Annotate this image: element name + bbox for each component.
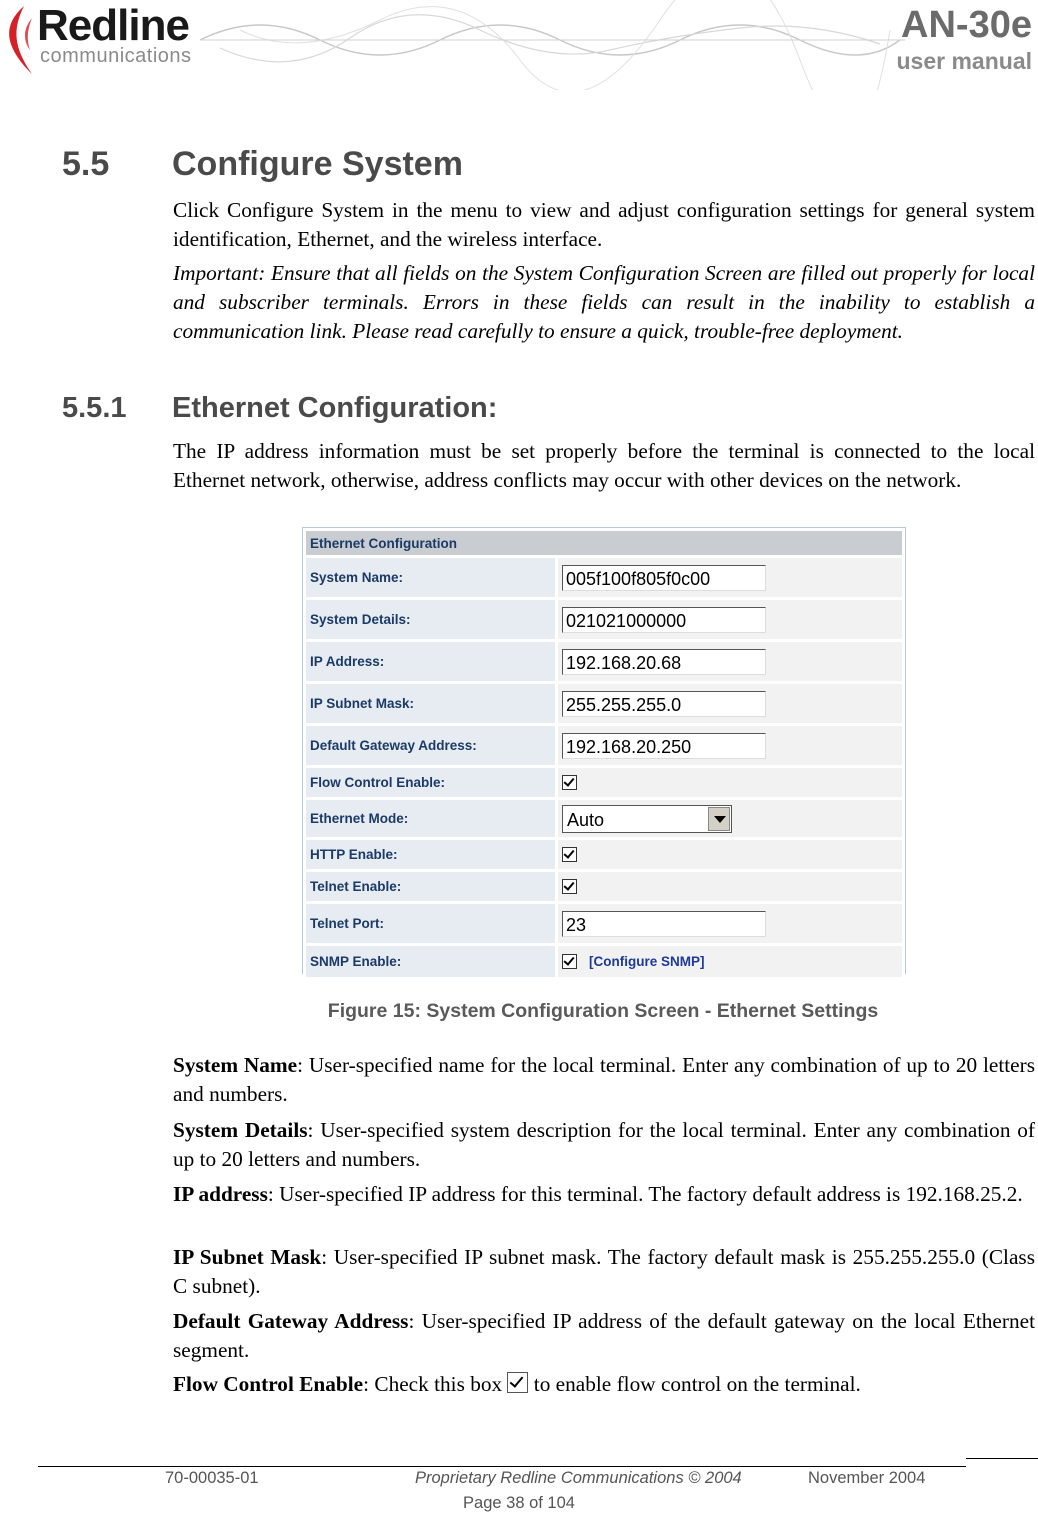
- configure-snmp-link[interactable]: [Configure SNMP]: [589, 954, 705, 970]
- footer-divider-right: [966, 1458, 1038, 1459]
- ethernet-mode-select[interactable]: [562, 805, 732, 833]
- snmp-enable-label: SNMP Enable:: [305, 945, 557, 979]
- ethernet-mode-value: Auto: [567, 809, 605, 830]
- footer-page-number: Page 38 of 104: [463, 1494, 575, 1512]
- def-ip-address: [173, 1180, 1035, 1209]
- def-term: IP Subnet Mask: [173, 1245, 322, 1269]
- gateway-input[interactable]: 192.168.20.250: [562, 733, 766, 759]
- important-note: Important: Ensure that all fields on the System Configuration Screen are filled out properly for local and subscriber terminals. Errors in these fields can result in the inability to establish a communication link. Please read carefully to ensure a quick, trouble-free deployment.: [173, 261, 1035, 343]
- ip-address-label: IP Address:: [305, 641, 557, 683]
- def-flow-control: [173, 1370, 1035, 1399]
- subnet-mask-input[interactable]: 255.255.255.0: [562, 691, 766, 717]
- footer-divider: [38, 1466, 966, 1467]
- subsection-intro: The IP address information must be set properly before the terminal is connected to the local Ethernet network, otherwise, address conflicts may occur with other devices on the network.: [173, 439, 1035, 492]
- def-gateway: [173, 1307, 1035, 1365]
- flow-control-label: Flow Control Enable:: [305, 767, 557, 799]
- footer-copyright: Proprietary Redline Communications © 2004: [415, 1469, 742, 1487]
- system-name-label: System Name:: [305, 557, 557, 599]
- def-text: : User-specified system description for the local terminal. Enter any combination of up to 20 letters and numbers.: [173, 1118, 1035, 1171]
- telnet-enable-checkbox[interactable]: [562, 879, 577, 894]
- def-text: : User-specified name for the local terminal. Enter any combination of up to 20 letters and numbers.: [173, 1053, 1035, 1106]
- system-details-label: System Details:: [305, 599, 557, 641]
- def-term: Default Gateway Address: [173, 1309, 409, 1333]
- section-intro: Click Configure System in the menu to view and adjust configuration settings for general system identification, Ethernet, and the wireless interface.: [173, 198, 1035, 251]
- checkbox-icon: [507, 1372, 528, 1393]
- http-enable-label: HTTP Enable:: [305, 839, 557, 871]
- logo-subtext: communications: [40, 45, 192, 67]
- logo-text: Redline: [37, 1, 189, 50]
- footer-doc-number: 70-00035-01: [165, 1469, 259, 1487]
- ethernet-config-table: [303, 528, 905, 980]
- system-details-input[interactable]: 021021000000: [562, 607, 766, 633]
- def-system-name: [173, 1051, 1035, 1109]
- def-text: : User-specified IP address of the default gateway on the local Ethernet segment.: [173, 1309, 1035, 1362]
- snmp-enable-checkbox[interactable]: [562, 954, 577, 969]
- subnet-mask-label: IP Subnet Mask:: [305, 683, 557, 725]
- subsection-number: 5.5.1: [62, 392, 127, 424]
- def-text: to enable flow control on the terminal.: [533, 1372, 861, 1396]
- ethernet-config-screenshot: [302, 527, 906, 974]
- def-text: : User-specified IP address for this terminal. The factory default address is 192.168.25.2.: [267, 1182, 1023, 1206]
- system-name-input[interactable]: 005f100f805f0c00: [562, 565, 766, 591]
- subsection-title: Ethernet Configuration:: [172, 392, 498, 424]
- flow-control-checkbox[interactable]: [562, 775, 577, 790]
- http-enable-checkbox[interactable]: [562, 847, 577, 862]
- subsection-heading: [62, 392, 497, 425]
- telnet-enable-label: Telnet Enable:: [305, 871, 557, 903]
- def-subnet-mask: [173, 1243, 1035, 1301]
- ip-address-input[interactable]: 192.168.20.68: [562, 649, 766, 675]
- telnet-port-label: Telnet Port:: [305, 903, 557, 945]
- def-term: Flow Control Enable: [173, 1372, 364, 1396]
- section-heading: [62, 145, 463, 184]
- def-system-details: [173, 1116, 1035, 1174]
- product-subtitle: user manual: [896, 48, 1032, 74]
- def-term: IP address: [173, 1182, 268, 1206]
- chevron-down-icon[interactable]: [708, 807, 730, 831]
- gateway-label: Default Gateway Address:: [305, 725, 557, 767]
- figure-caption: Figure 15: System Configuration Screen - Ethernet Settings: [327, 1000, 879, 1022]
- redline-swoosh-icon: [2, 4, 38, 76]
- def-term: System Name: [173, 1053, 298, 1077]
- def-text: : Check this box: [363, 1372, 503, 1396]
- telnet-port-input[interactable]: 23: [562, 911, 766, 937]
- def-term: System Details: [173, 1118, 308, 1142]
- def-text: : User-specified IP subnet mask. The factory default mask is 255.255.255.0 (Class C subnet).: [173, 1245, 1035, 1298]
- product-title: AN-30e: [901, 4, 1032, 46]
- table-header: Ethernet Configuration: [305, 530, 904, 557]
- ethernet-mode-label: Ethernet Mode:: [305, 799, 557, 839]
- section-title: Configure System: [172, 145, 463, 183]
- section-number: 5.5: [62, 145, 110, 183]
- footer-date: November 2004: [808, 1469, 926, 1487]
